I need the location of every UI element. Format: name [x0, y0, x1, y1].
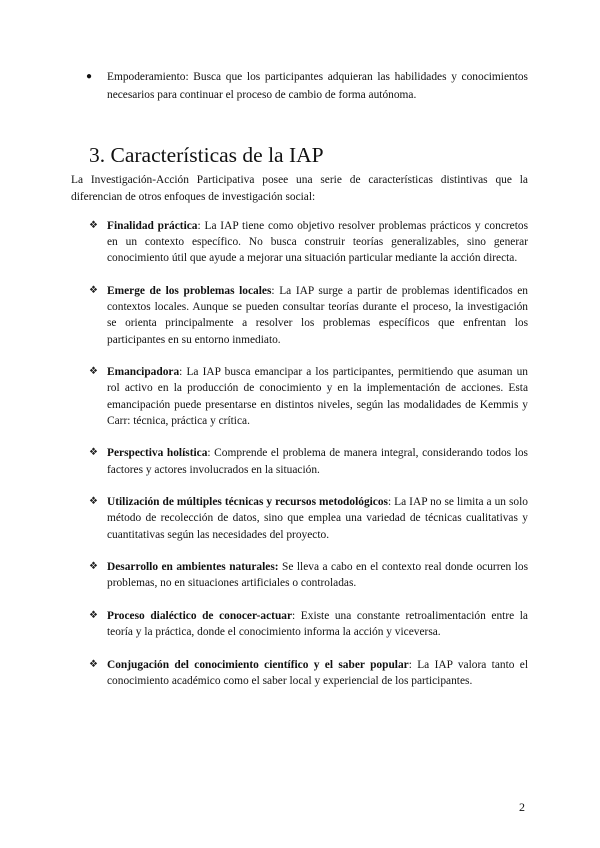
characteristic-item [89, 283, 528, 348]
characteristic-item [89, 218, 528, 267]
characteristic-description: La IAP valora tanto el conocimiento académico como el saber local y experiencial de los participantes. [107, 658, 528, 687]
diamond-bullet-icon: ❖ [89, 366, 98, 378]
diamond-bullet-icon: ❖ [89, 496, 98, 508]
characteristic-term: Proceso dialéctico de conocer-actuar [107, 610, 293, 622]
page-number: 2 [519, 800, 525, 814]
diamond-bullet-icon: ❖ [89, 658, 98, 670]
section-heading: 3. Características de la IAP [89, 143, 324, 167]
characteristic-term: Emerge de los problemas locales [107, 285, 272, 297]
characteristic-description: La IAP tiene como objetivo resolver problemas prácticos y concretos en un contexto específico. No busca construir teorías generalizables, sino generar conocimiento útil que ayude a mejorar una situación particular mediante la acción directa. [107, 220, 529, 265]
diamond-bullet-icon: ❖ [89, 285, 98, 296]
characteristic-item [89, 494, 528, 543]
characteristic-item [89, 608, 528, 640]
characteristic-term: Finalidad práctica [107, 220, 198, 232]
characteristic-item [89, 657, 528, 689]
characteristic-separator: : [271, 285, 275, 297]
characteristic-item [89, 559, 528, 591]
diamond-bullet-icon: ❖ [89, 610, 98, 621]
characteristic-term: Emancipadora [107, 366, 180, 379]
characteristic-term: Utilización de múltiples técnicas y recursos metodológicos [107, 496, 388, 509]
characteristic-item [89, 364, 528, 429]
characteristic-term: Conjugación del conocimiento científico y el saber popular [107, 658, 409, 671]
section-lead-paragraph: La Investigación-Acción Participativa posee una serie de características distintivas que la diferencian de otros enfoques de investigación social: [71, 174, 528, 203]
characteristic-description: Existe una constante retroalimentación entre la teoría y la práctica, donde el conocimiento informa la acción y viceversa. [107, 610, 528, 639]
bullet-dot-icon: ● [86, 71, 93, 82]
diamond-bullet-icon: ❖ [89, 447, 98, 459]
characteristic-description: La IAP busca emancipar a los participantes, permitiendo que asuman un rol activo en la producción de conocimiento y en la implementación de acciones. Esta emancipación puede presentarse en distintos niveles, según las modalidades de Kemmis y Carr: técnica, práctica y crítica. [107, 366, 528, 427]
intro-bullet-text: Empoderamiento: Busca que los participantes adquieran las habilidades y conocimientos necesarios para continuar el proceso de cambio de forma autónoma. [107, 71, 528, 101]
characteristic-description: La IAP no se limita a un solo método de recolección de datos, sino que emplea una variedad de técnicas cualitativas y cuantitativas según las necesidades del proyecto. [107, 496, 528, 541]
characteristic-term: Perspectiva holística [107, 447, 208, 460]
characteristic-description: Se lleva a cabo en el contexto real donde ocurren los problemas, no en situaciones artificiales o controladas. [107, 561, 528, 590]
intro-bullet-item [86, 68, 528, 104]
characteristic-separator: : [408, 658, 412, 671]
characteristic-separator: : [292, 610, 296, 622]
diamond-bullet-icon: ❖ [89, 220, 98, 231]
characteristic-item [89, 445, 528, 477]
characteristic-term: Desarrollo en ambientes naturales: [107, 561, 279, 574]
characteristic-separator: : [388, 496, 392, 509]
characteristic-separator: : [179, 366, 183, 379]
diamond-bullet-icon: ❖ [89, 561, 98, 573]
characteristic-description: La IAP surge a partir de problemas identificados en contextos locales. Aunque se pueden consultar teorías durante el proceso, la investigación se orienta principalmente a resolver los problemas específicos que enfrentan los participantes en su entorno inmediato. [107, 285, 529, 346]
characteristics-list [89, 218, 528, 706]
characteristic-separator: : [207, 447, 211, 460]
characteristic-separator: : [197, 220, 201, 232]
characteristic-description: Comprende el problema de manera integral, considerando todos los factores y actores involucrados en la situación. [107, 447, 528, 476]
